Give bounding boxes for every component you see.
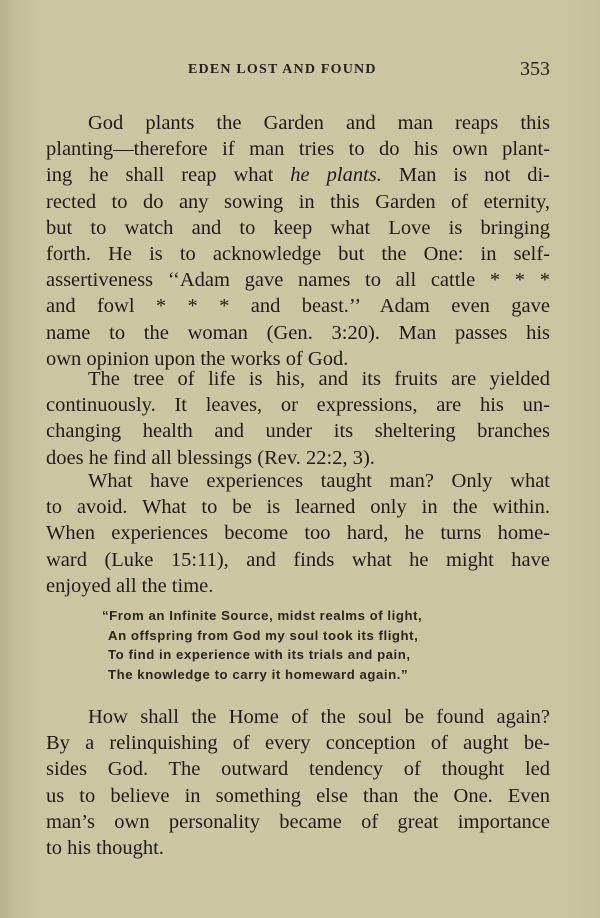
text-line: God plants the Garden and man reaps this (88, 112, 550, 134)
text-line: enjoyed all the time. (46, 574, 214, 597)
text-line: rected to do any sowing in this Garden of eternity, (46, 190, 550, 213)
text-line: When experiences become too hard, he turns home- (46, 522, 550, 545)
text-line: forth. He is to acknowledge but the One: in self- (46, 242, 550, 265)
paragraph-1 (46, 110, 550, 372)
text-line: How shall the Home of the soul be found again? (88, 706, 550, 728)
italic-phrase: he plants. (290, 164, 382, 187)
text-line: sides God. The outward tendency of thought led (46, 758, 550, 781)
text-span: Man is not di- (381, 164, 551, 187)
text-line: assertiveness ‘‘Adam gave names to all cattle * * * (46, 269, 550, 292)
verse-quotation (102, 606, 422, 684)
text-line: man’s own personality became of great importance (46, 810, 550, 833)
text-line: does he find all blessings (Rev. 22:2, 3). (46, 446, 375, 469)
text-line: What have experiences taught man? Only what (88, 470, 550, 492)
text-line: to his thought. (46, 836, 164, 859)
text-line: By a relinquishing of every conception of aught be- (46, 732, 550, 755)
paragraph-4 (46, 704, 550, 861)
text-line: ward (Luke 15:11), and finds what he might have (46, 548, 550, 571)
verse-line: “From an Infinite Source, midst realms of light, (102, 608, 423, 623)
verse-line: To find in experience with its trials and pain, (108, 647, 411, 662)
text-line: The tree of life is his, and its fruits are yielded (88, 368, 550, 390)
text-line: changing health and under its sheltering branches (46, 420, 550, 443)
text-line: to avoid. What to be is learned only in the within. (46, 496, 550, 519)
page-number: 353 (520, 58, 550, 80)
text-line: us to believe in something else than the One. Even (46, 784, 550, 807)
text-line: own opinion upon the works of God. (46, 347, 349, 370)
text-line: but to watch and to keep what Love is bringing (46, 216, 550, 239)
paragraph-2 (46, 366, 550, 471)
text-line (46, 162, 550, 188)
verse-line: The knowledge to carry it homeward again.” (108, 666, 409, 682)
text-line: continuously. It leaves, or expressions, are his un- (46, 394, 550, 417)
paragraph-3 (46, 468, 550, 599)
text-span: ing he shall reap what (46, 164, 291, 187)
text-line: name to the woman (Gen. 3:20). Man passes his (46, 321, 550, 344)
text-line: and fowl * * * and beast.’’ Adam even gave (46, 295, 550, 318)
verse-line: An offspring from God my soul took its flight, (108, 627, 419, 643)
running-title: EDEN LOST AND FOUND (188, 62, 377, 77)
text-line: planting—therefore if man tries to do his own plant- (46, 138, 550, 161)
